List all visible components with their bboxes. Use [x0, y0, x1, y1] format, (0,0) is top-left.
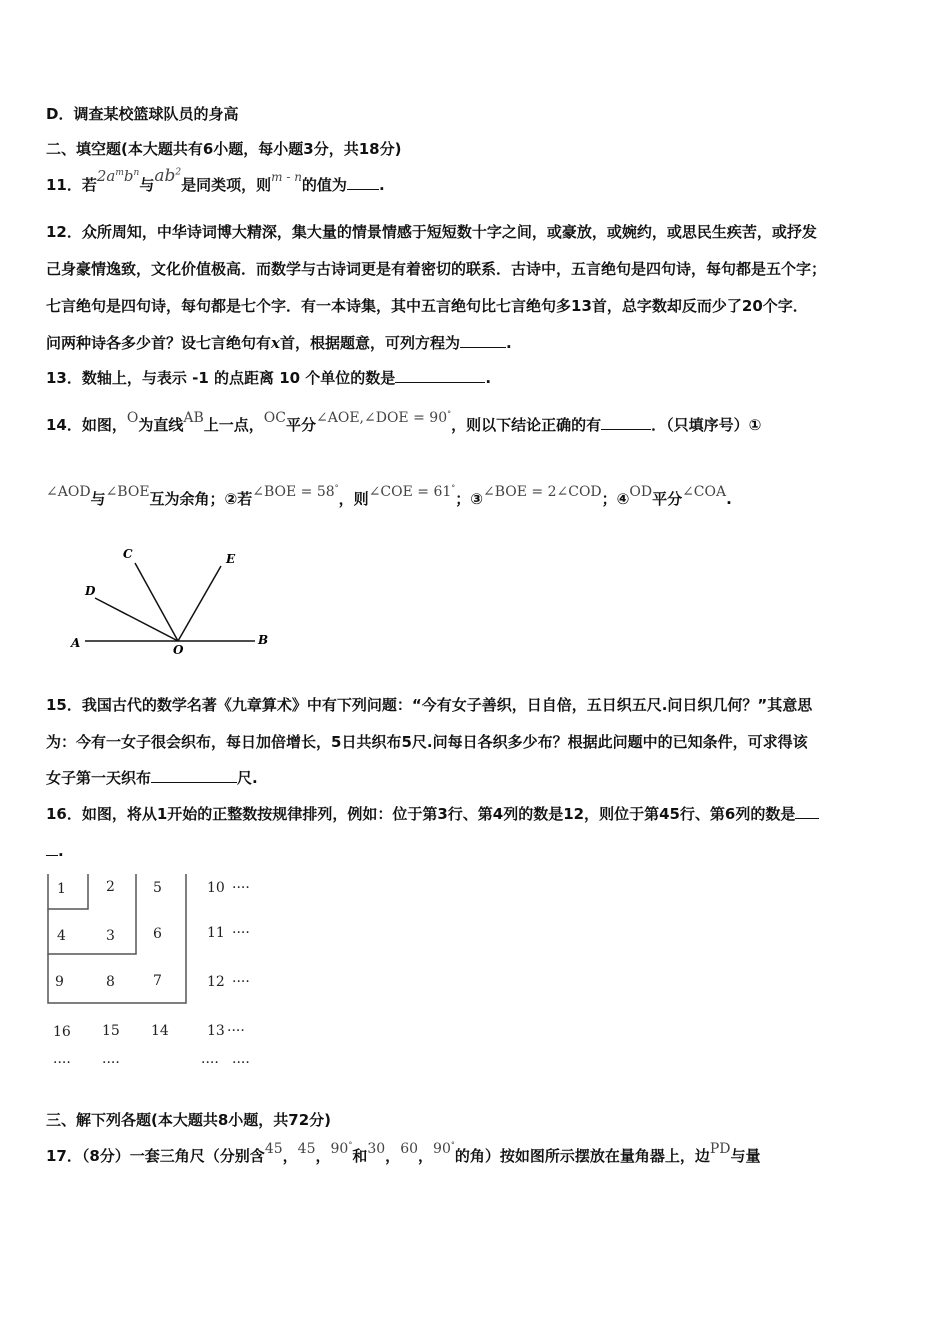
q11-expr: m - n: [271, 170, 302, 184]
q14-text3: 上一点，: [203, 416, 264, 434]
question-17: [46, 1140, 761, 1166]
grid-dots: ····: [53, 1055, 71, 1071]
q14-boe58: ∠BOE = 58°: [252, 483, 339, 500]
grid-cell: 8: [106, 974, 115, 990]
q14-text2: 为直线: [138, 416, 184, 434]
angle-figure: [45, 538, 295, 666]
question-12-line-2: 己身豪情逸致，文化价值极高．而数学与古诗词更是有着密切的联系．古诗中，五言绝句是四句诗，每句都是五个字；: [46, 260, 827, 278]
question-14-line-2: [46, 483, 732, 509]
q16-period: .: [58, 842, 64, 860]
grid-dots: ····: [102, 1055, 120, 1071]
q13-text: 13．数轴上，与表示 -1 的点距离 10 个单位的数是: [46, 369, 396, 387]
label-a: A: [71, 636, 81, 650]
question-11: [46, 166, 385, 195]
q17-PD: PD: [709, 1141, 731, 1157]
q11-term1: $2a^mb^n$: [96, 167, 140, 185]
grid-cell: 2: [106, 879, 115, 895]
q14-text5: ，则以下结论正确的有: [451, 416, 602, 434]
q14-aod: ∠AOD: [46, 484, 91, 500]
label-d: D: [85, 584, 96, 598]
q15-unit: 尺.: [237, 769, 258, 787]
q12-text2: 首，根据题意，可列方程为: [279, 334, 460, 352]
q14-t3: ，则: [338, 490, 369, 508]
q12-answer-blank[interactable]: [460, 333, 506, 348]
q12-period: .: [505, 334, 512, 352]
q16-text: 16．如图，将从1开始的正整数按规律排列，例如：位于第3行、第4列的数是12，则位于第45行、第6列的数是: [46, 805, 796, 823]
section-3-heading: 三、解下列各题(本大题共8小题，共72分): [46, 1111, 332, 1129]
q14-t2: 互为余角；②若: [149, 490, 253, 508]
grid-cell: 6: [153, 926, 162, 942]
grid-cell: 14: [151, 1023, 169, 1039]
q13-period: .: [485, 369, 492, 387]
question-12-line-3: 七言绝句是四句诗，每句都是七个字．有一本诗集，其中五言绝句比七言绝句多13首，总字数却反而少了20个字．: [46, 297, 808, 315]
q14-text4: 平分: [286, 416, 317, 434]
q17-sep: ，: [418, 1147, 434, 1165]
grid-dots: ····: [232, 880, 250, 896]
q14-boe: ∠BOE: [105, 484, 150, 500]
grid-cell: 15: [102, 1023, 120, 1039]
q14-t4: ；③: [455, 490, 483, 508]
q12-var: x: [271, 334, 280, 352]
question-13: [46, 367, 491, 388]
q17-and: 和: [352, 1147, 368, 1165]
q14-text6: ．（只填序号）①: [651, 416, 762, 434]
q12-text: 问两种诗各多少首？设七言绝句有: [46, 334, 272, 352]
question-12-line-1: 12．众所周知，中华诗词博大精深，集大量的情景情感于短短数十字之间，或豪放，或婉约，或思民生疾苦，或抒发: [46, 223, 817, 241]
q17-sep: ，: [282, 1147, 298, 1165]
question-15-line-2: 为：今有一女子很会织布，每日加倍增长，5日共织布5尺.问每日各织多少布？根据此问题中的已知条件，可求得该: [46, 733, 808, 751]
grid-cell: 11: [207, 925, 225, 941]
q17-angle-5: 60: [400, 1141, 419, 1157]
grid-cell: 10: [207, 880, 225, 896]
q11-and: 与: [139, 176, 155, 194]
label-c: C: [123, 547, 133, 561]
q17-angle-2: 45: [297, 1141, 316, 1157]
q11-answer-blank[interactable]: [347, 175, 379, 190]
grid-cell: 5: [153, 880, 162, 896]
q14-t7: .: [726, 490, 732, 508]
question-15-line-3: [46, 767, 258, 788]
grid-cell: 13: [207, 1023, 225, 1039]
q15-text: 女子第一天织布: [46, 769, 152, 787]
q14-boe2cod: ∠BOE = 2∠COD: [482, 484, 602, 500]
grid-cell: 3: [106, 928, 115, 944]
q17-text: 17．（8分）一套三角尺（分别含: [46, 1147, 265, 1165]
question-14-line-1: [46, 409, 762, 435]
q17-angle-4: 30: [367, 1141, 386, 1157]
section-2-heading: 二、填空题(本大题共有6小题，每小题3分，共18分): [46, 140, 402, 158]
q11-text: 是同类项，则: [181, 176, 272, 194]
q14-text: 14．如图，: [46, 416, 127, 434]
q16-answer-blank-a[interactable]: [795, 804, 819, 819]
label-b: B: [258, 633, 269, 647]
grid-cell: 4: [57, 928, 66, 944]
q17-text3: 与量: [730, 1147, 761, 1165]
q15-answer-blank[interactable]: [151, 768, 237, 783]
grid-cell: 9: [55, 974, 64, 990]
grid-cell: 16: [53, 1024, 71, 1040]
q11-text2: 的值为: [301, 176, 347, 194]
q14-answer-blank[interactable]: [601, 415, 651, 430]
grid-cell: 12: [207, 974, 225, 990]
q17-angle-3: 90°: [330, 1140, 353, 1157]
grid-dots: ····: [232, 925, 250, 941]
q17-sep: ，: [385, 1147, 401, 1165]
q14-od: OD: [629, 484, 653, 500]
question-12-line-4: [46, 332, 512, 353]
q17-sep: ，: [315, 1147, 331, 1165]
q11-period: .: [378, 176, 385, 194]
question-16-line-1: [46, 803, 819, 824]
grid-dots: ····: [232, 1055, 250, 1071]
grid-dots: ····: [232, 974, 250, 990]
grid-dots: ····: [227, 1023, 245, 1039]
q14-O: O: [126, 410, 139, 426]
q14-coe61: ∠COE = 61°: [368, 483, 456, 500]
q14-AB: AB: [183, 410, 204, 426]
q14-t5: ；④: [601, 490, 630, 508]
question-15-line-1: 15．我国古代的数学名著《九章算术》中有下列问题：“今有女子善织，日自倍，五日织五尺.问日织几何？”其意思: [46, 696, 813, 714]
q14-t6: 平分: [652, 490, 683, 508]
q14-t1: 与: [90, 490, 106, 508]
q16-answer-blank-b[interactable]: [46, 841, 58, 856]
q17-angle-6: 90°: [433, 1140, 455, 1157]
label-o: O: [173, 643, 184, 657]
label-e: E: [226, 552, 236, 566]
q17-angle-1: 45: [264, 1141, 283, 1157]
q11-term2: $ab^2$: [154, 166, 182, 186]
question-16-line-2: [46, 841, 64, 860]
q14-coa: ∠COA: [682, 484, 727, 500]
q11-prefix: 11．若: [46, 176, 97, 194]
q14-angles: ∠AOE,∠DOE = 90°: [316, 409, 452, 426]
q14-OC: OC: [263, 410, 286, 426]
grid-cell: 1: [57, 881, 66, 897]
number-grid-figure: [40, 866, 280, 1076]
grid-dots: ····: [201, 1055, 219, 1071]
q17-text2: 的角）按如图所示摆放在量角器上，边: [454, 1147, 710, 1165]
grid-cell: 7: [153, 973, 162, 989]
q13-answer-blank[interactable]: [395, 368, 485, 383]
option-d: D．调查某校篮球队员的身高: [46, 105, 239, 123]
